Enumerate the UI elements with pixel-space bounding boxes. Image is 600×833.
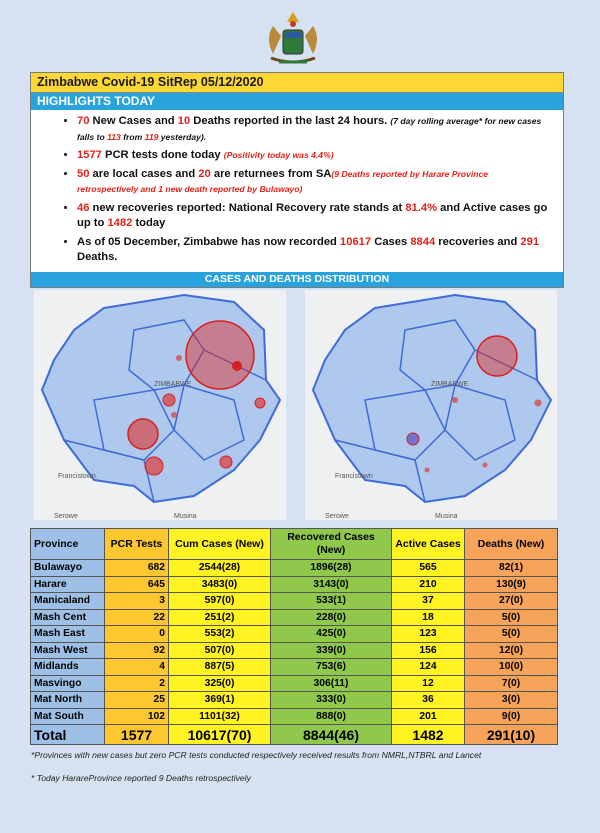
province-name-cell: Mash East <box>31 626 105 643</box>
pcr-tests-cell: 0 <box>105 626 169 643</box>
cum-cases-cell: 1101(32) <box>169 708 271 725</box>
cum-cases-cell: 887(5) <box>169 659 271 676</box>
active-cases-cell: 18 <box>392 609 465 626</box>
table-row <box>31 560 558 577</box>
total-label: Total <box>31 725 105 745</box>
deaths-cell: 9(0) <box>465 708 558 725</box>
province-name-cell: Mash West <box>31 642 105 659</box>
active-cases-cell: 210 <box>392 576 465 593</box>
table-row <box>31 659 558 676</box>
total-active: 1482 <box>392 725 465 745</box>
table-row <box>31 593 558 610</box>
pcr-tests-cell: 102 <box>105 708 169 725</box>
pcr-tests-cell: 682 <box>105 560 169 577</box>
recovered-cases-cell: 306(11) <box>271 675 392 692</box>
active-cases-cell: 124 <box>392 659 465 676</box>
report-title: Zimbabwe Covid-19 SitRep 05/12/2020 <box>31 73 563 93</box>
col-header-cum-cases: Cum Cases (New) <box>169 529 271 560</box>
recovered-cases-cell: 533(1) <box>271 593 392 610</box>
pcr-tests-cell: 4 <box>105 659 169 676</box>
active-cases-cell: 201 <box>392 708 465 725</box>
deaths-cell: 5(0) <box>465 609 558 626</box>
col-header-recovered: Recovered Cases (New) <box>271 529 392 560</box>
map-town-label: Musina <box>174 513 197 520</box>
total-cum-cases: 10617(70) <box>169 725 271 745</box>
table-row <box>31 675 558 692</box>
highlight-item: • As of 05 December, Zimbabwe has now recorded 10617 Cases 8844 recoveries and 291 Deaths. <box>77 235 549 266</box>
recovered-cases-cell: 333(0) <box>271 692 392 709</box>
active-cases-cell: 36 <box>392 692 465 709</box>
province-name-cell: Mat North <box>31 692 105 709</box>
pcr-tests-cell: 2 <box>105 675 169 692</box>
recovered-cases-cell: 3143(0) <box>271 576 392 593</box>
recovered-cases-cell: 339(0) <box>271 642 392 659</box>
pcr-tests-cell: 25 <box>105 692 169 709</box>
deaths-cell: 5(0) <box>465 626 558 643</box>
cum-cases-cell: 553(2) <box>169 626 271 643</box>
province-name-cell: Mash Cent <box>31 609 105 626</box>
table-row <box>31 708 558 725</box>
province-name-cell: Manicaland <box>31 593 105 610</box>
deaths-cell: 130(9) <box>465 576 558 593</box>
active-cases-cell: 12 <box>392 675 465 692</box>
col-header-pcr: PCR Tests <box>105 529 169 560</box>
deaths-cell: 7(0) <box>465 675 558 692</box>
footnote-provinces: *Provinces with new cases but zero PCR tests conducted respectively received results from NMRL,NTBRL and Lancet <box>31 750 482 760</box>
map-town-label: Serowe <box>54 513 78 520</box>
cum-cases-cell: 3483(0) <box>169 576 271 593</box>
recovered-cases-cell: 228(0) <box>271 609 392 626</box>
cum-cases-cell: 597(0) <box>169 593 271 610</box>
map-town-label: Musina <box>435 513 458 520</box>
cum-cases-cell: 369(1) <box>169 692 271 709</box>
province-name-cell: Mat South <box>31 708 105 725</box>
table-total-row <box>31 725 558 745</box>
map-country-label: ZIMBABWE <box>431 381 469 388</box>
map-town-label: Francistown <box>58 473 96 480</box>
table-row <box>31 642 558 659</box>
recovered-cases-cell: 888(0) <box>271 708 392 725</box>
total-deaths: 291(10) <box>465 725 558 745</box>
recovered-cases-cell: 425(0) <box>271 626 392 643</box>
col-header-province: Province <box>31 529 105 560</box>
col-header-deaths: Deaths (New) <box>465 529 558 560</box>
sitrep-summary-box <box>30 72 564 288</box>
province-name-cell: Midlands <box>31 659 105 676</box>
cum-cases-cell: 507(0) <box>169 642 271 659</box>
coat-of-arms-icon <box>243 8 343 72</box>
table-header-row <box>31 529 558 560</box>
cum-cases-cell: 325(0) <box>169 675 271 692</box>
recovered-cases-cell: 1896(28) <box>271 560 392 577</box>
deaths-cell: 82(1) <box>465 560 558 577</box>
province-name-cell: Bulawayo <box>31 560 105 577</box>
deaths-cell: 10(0) <box>465 659 558 676</box>
map-country-label: ZIMBABWE <box>154 381 192 388</box>
highlight-item: • 50 are local cases and 20 are returnees from SA(9 Deaths reported by Harare Province retrospectively and 1 new death reported by Bulawayo) <box>77 167 549 198</box>
province-name-cell: Harare <box>31 576 105 593</box>
table-row <box>31 692 558 709</box>
active-cases-cell: 156 <box>392 642 465 659</box>
pcr-tests-cell: 22 <box>105 609 169 626</box>
cases-map <box>34 290 286 520</box>
map-town-label: Serowe <box>325 513 349 520</box>
pcr-tests-cell: 92 <box>105 642 169 659</box>
table-row <box>31 626 558 643</box>
deaths-map <box>305 290 557 520</box>
pcr-tests-cell: 3 <box>105 593 169 610</box>
highlights-header: HIGHLIGHTS TODAY <box>31 93 563 110</box>
active-cases-cell: 565 <box>392 560 465 577</box>
total-recovered: 8844(46) <box>271 725 392 745</box>
active-cases-cell: 37 <box>392 593 465 610</box>
cum-cases-cell: 251(2) <box>169 609 271 626</box>
deaths-cell: 3(0) <box>465 692 558 709</box>
total-pcr: 1577 <box>105 725 169 745</box>
cum-cases-cell: 2544(28) <box>169 560 271 577</box>
recovered-cases-cell: 753(6) <box>271 659 392 676</box>
deaths-cell: 27(0) <box>465 593 558 610</box>
distribution-header: CASES AND DEATHS DISTRIBUTION <box>31 272 563 287</box>
col-header-active: Active Cases <box>392 529 465 560</box>
province-table <box>30 528 558 745</box>
table-row <box>31 576 558 593</box>
map-town-label: Francistown <box>335 473 373 480</box>
active-cases-cell: 123 <box>392 626 465 643</box>
highlights-list <box>31 114 563 266</box>
table-row <box>31 609 558 626</box>
highlight-item: • 1577 PCR tests done today (Positivity today was 4.4%) <box>77 148 549 164</box>
footnote-harare: * Today HarareProvince reported 9 Deaths retrospectively <box>31 773 251 783</box>
deaths-cell: 12(0) <box>465 642 558 659</box>
highlight-item: • 46 new recoveries reported: National Recovery rate stands at 81.4% and Active cases go up to 1482 today <box>77 201 549 232</box>
province-name-cell: Masvingo <box>31 675 105 692</box>
highlight-item: • 70 New Cases and 10 Deaths reported in the last 24 hours. (7 day rolling average* for new cases falls to 113 from 119 yesterday). <box>77 114 549 145</box>
pcr-tests-cell: 645 <box>105 576 169 593</box>
